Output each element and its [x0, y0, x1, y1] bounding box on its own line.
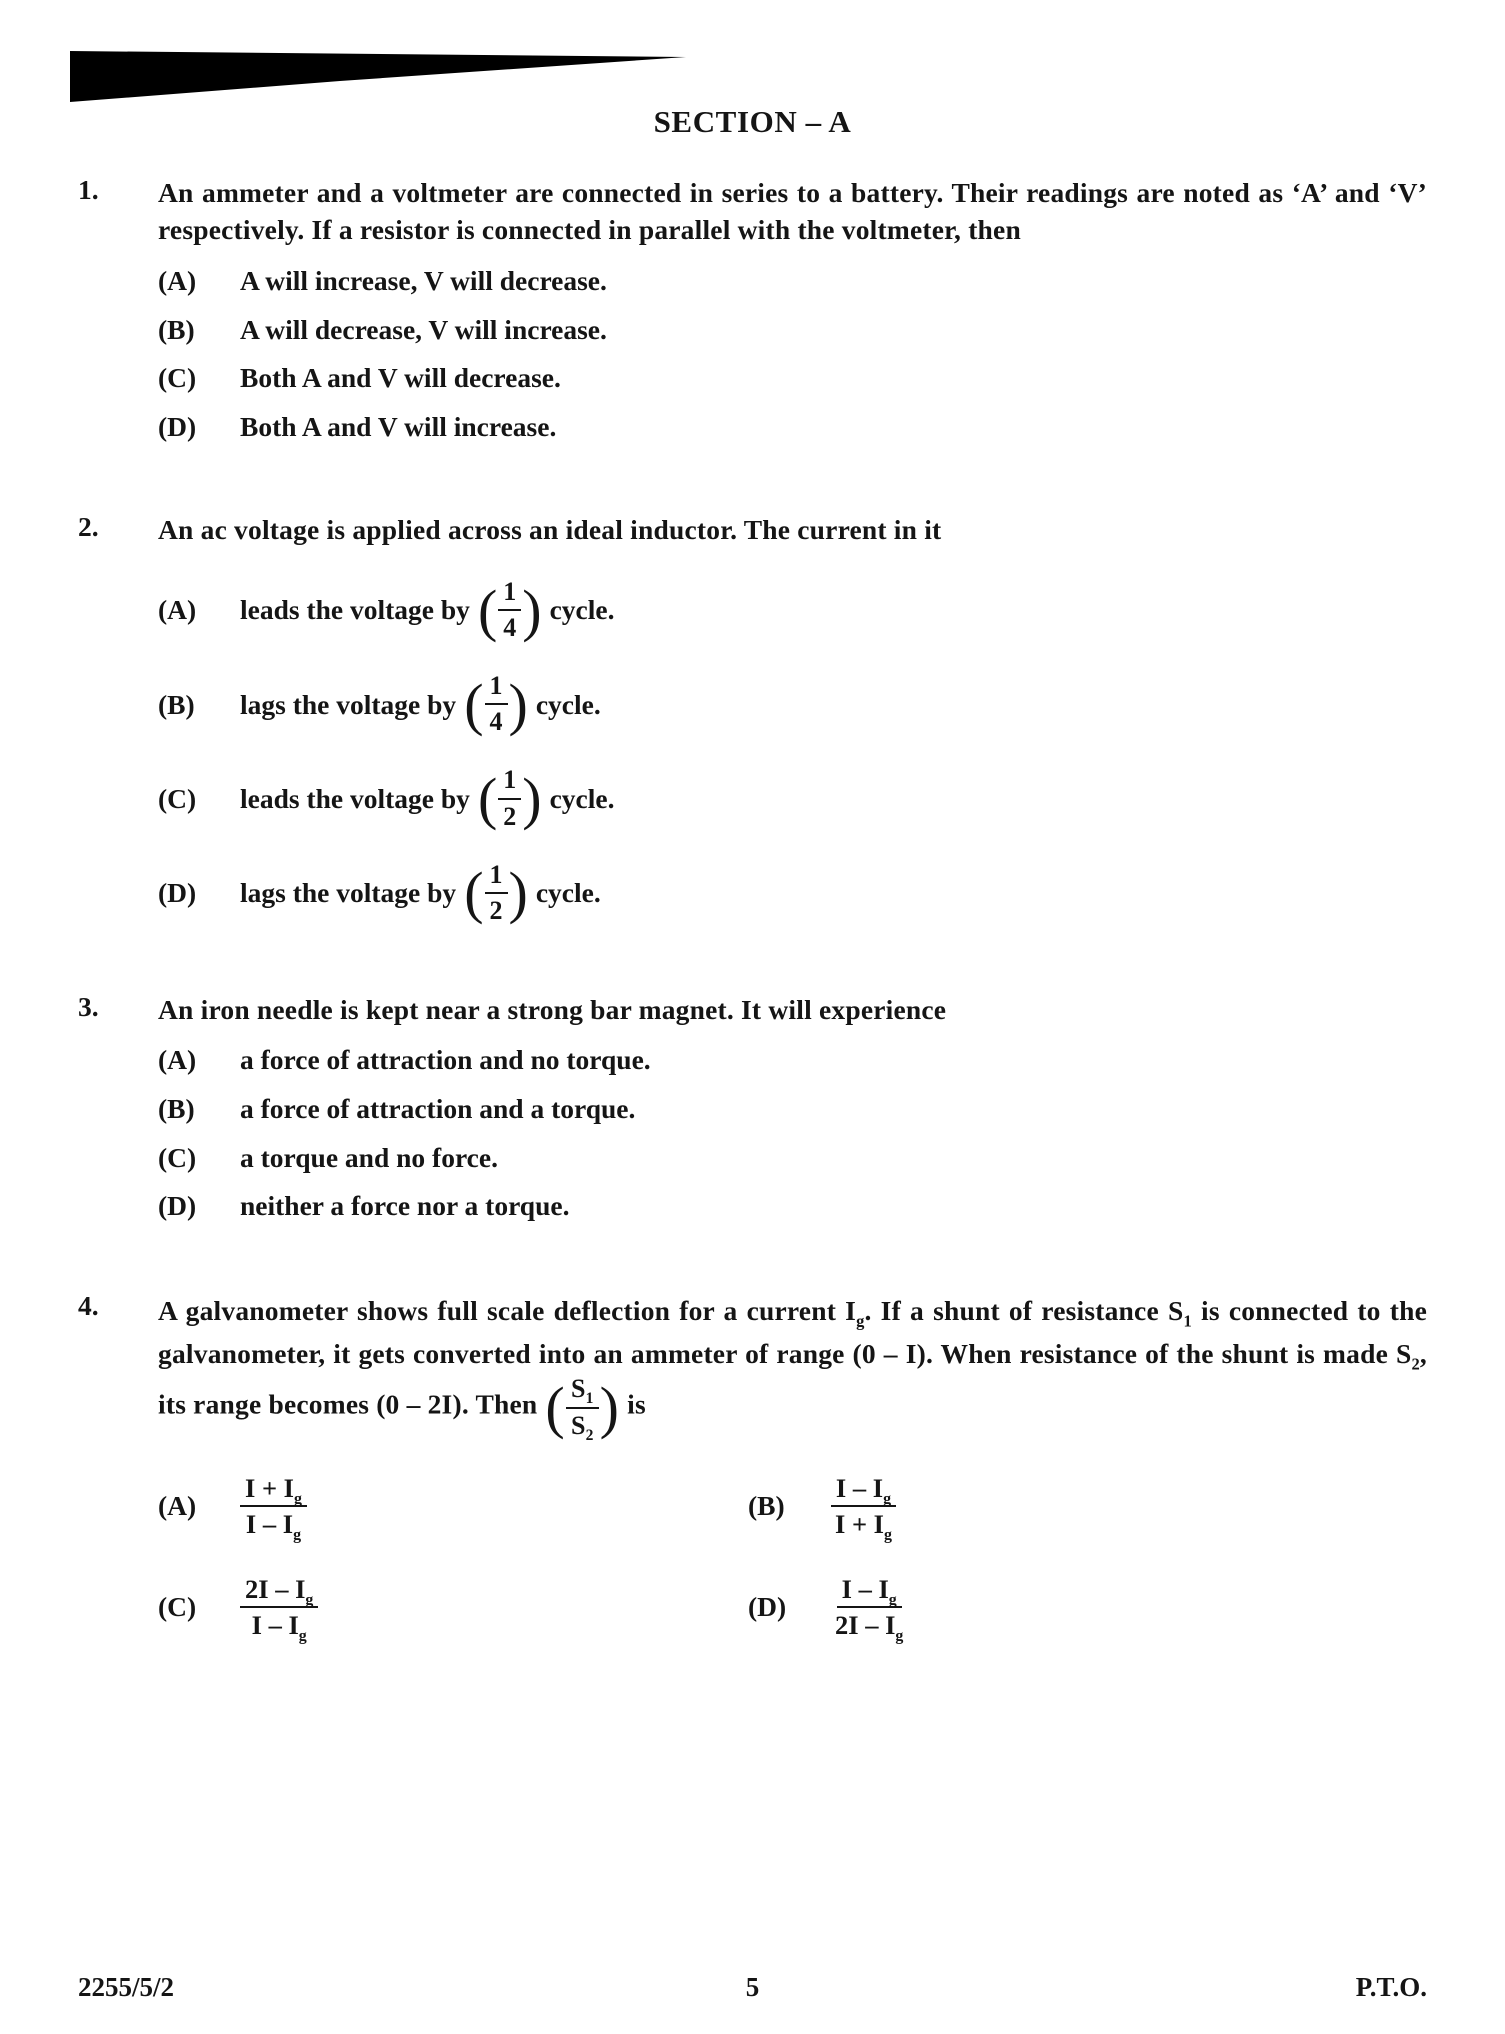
text-part: A galvanometer shows full scale deflection for a current I [158, 1295, 857, 1327]
symbol: I – I [835, 1472, 884, 1503]
subscript: g [888, 1591, 897, 1609]
fraction-numerator: 1 [485, 861, 508, 894]
question-2 [78, 511, 1427, 925]
open-paren: ( [477, 765, 498, 831]
page-footer [78, 1972, 1427, 2008]
fraction-denominator [241, 1507, 306, 1544]
close-paren: ) [508, 860, 528, 926]
question-body [158, 511, 1427, 925]
open-paren: ( [477, 577, 498, 643]
fraction-denominator [830, 1507, 897, 1544]
fraction-denominator: 2 [503, 801, 517, 831]
fraction-denominator [566, 1409, 599, 1444]
page-number: 5 [745, 1972, 760, 2002]
fraction [240, 1573, 318, 1645]
question-number: 4. [78, 1290, 99, 1322]
pto-label: P.T.O. [1355, 1972, 1427, 2002]
options-grid [158, 1472, 1427, 1645]
subscript: 2 [585, 1426, 594, 1444]
fraction-numerator: 1 [498, 766, 521, 799]
close-paren: ) [599, 1374, 620, 1440]
paper-code: 2255/5/2 [78, 1972, 175, 2002]
fraction [240, 1472, 307, 1544]
option-text: a force of attraction and a torque. [240, 1092, 636, 1124]
subscript: g [883, 1526, 892, 1544]
question-body [158, 991, 1427, 1224]
fraction-denominator: 2 [489, 895, 503, 925]
fraction-group [477, 578, 543, 642]
open-paren: ( [464, 860, 484, 926]
symbol: S [570, 1374, 586, 1404]
question-text: An ammeter and a voltmeter are connected in series to a battery. Their readings are noted as ‘A’ and ‘V’ respectively. If a resistor is connected in parallel with the voltmeter, then [158, 177, 1427, 246]
options-list [158, 578, 1427, 925]
subscript: g [895, 1627, 904, 1645]
fraction [830, 1472, 897, 1544]
option-text [240, 578, 614, 642]
subscript: g [856, 1311, 865, 1331]
option-suffix: cycle. [535, 688, 601, 720]
option-c [158, 1573, 748, 1645]
question-text: An ac voltage is applied across an ideal inductor. The current in it [158, 513, 942, 545]
option-label: (A) [158, 1044, 197, 1076]
option-text: neither a force nor a torque. [240, 1190, 570, 1222]
option-label: (A) [158, 1490, 197, 1522]
text-part: is [627, 1388, 646, 1420]
option-text [240, 861, 601, 925]
subscript: g [293, 1489, 302, 1507]
fraction-group [544, 1374, 620, 1444]
option-suffix: cycle. [535, 876, 601, 908]
option-b [158, 1091, 1427, 1127]
option-b [158, 672, 1427, 736]
symbol: I + I [245, 1472, 294, 1503]
fraction-denominator [247, 1608, 312, 1645]
symbol: I + I [835, 1509, 884, 1540]
open-paren: ( [464, 671, 484, 737]
subscript: 1 [585, 1390, 594, 1408]
fraction [485, 672, 508, 736]
symbol: S [570, 1410, 586, 1440]
question-number: 1. [78, 174, 99, 205]
option-text: a force of attraction and no torque. [240, 1044, 651, 1076]
option-c [158, 360, 1427, 396]
option-a [158, 1042, 1427, 1078]
subscript: g [293, 1526, 302, 1544]
option-text [240, 766, 614, 830]
option-label: (B) [158, 688, 195, 720]
close-paren: ) [522, 765, 542, 831]
symbol: I – I [251, 1610, 299, 1641]
subscript: g [883, 1489, 892, 1507]
fraction-numerator: 1 [485, 672, 508, 705]
subscript: 1 [1183, 1311, 1192, 1331]
option-a [158, 578, 1427, 642]
fraction [485, 861, 508, 925]
option-c [158, 1140, 1427, 1176]
fraction [566, 1374, 599, 1444]
option-a [158, 263, 1427, 299]
fraction-group [463, 672, 529, 736]
subscript: g [305, 1591, 314, 1609]
fraction-denominator: 4 [489, 707, 503, 737]
question-body [158, 174, 1427, 445]
option-b [748, 1472, 1427, 1544]
fraction-denominator [830, 1608, 908, 1645]
option-d [158, 861, 1427, 925]
subscript: 2 [1411, 1354, 1420, 1374]
option-prefix: leads the voltage by [240, 594, 470, 626]
option-label: (D) [158, 411, 197, 443]
option-label: (D) [158, 1190, 197, 1222]
fraction-group [477, 766, 543, 830]
option-d [158, 409, 1427, 445]
option-prefix: lags the voltage by [240, 688, 457, 720]
option-d [748, 1573, 1427, 1645]
fraction-numerator [240, 1474, 307, 1508]
option-text: A will increase, V will decrease. [240, 264, 607, 296]
options-list [158, 1042, 1427, 1224]
option-a [158, 1472, 748, 1544]
option-label: (A) [158, 594, 197, 626]
symbol: I – I [245, 1509, 294, 1540]
close-paren: ) [508, 671, 528, 737]
option-label: (B) [748, 1490, 785, 1522]
question-number: 3. [78, 990, 99, 1022]
fraction [498, 766, 521, 830]
section-title: SECTION – A [653, 104, 852, 139]
option-c [158, 766, 1427, 830]
fraction [498, 578, 521, 642]
text-part: , its range becomes (0 – 2I). Then [158, 1337, 1427, 1420]
fraction-numerator [566, 1375, 599, 1408]
option-suffix: cycle. [549, 594, 615, 626]
fraction-numerator: 1 [498, 578, 521, 611]
question-body [158, 1290, 1427, 1645]
symbol: I – I [841, 1573, 889, 1604]
question-4 [78, 1290, 1427, 1645]
option-label: (A) [158, 264, 197, 296]
fraction-numerator [831, 1474, 896, 1508]
text-part: is connected to the galvanometer, it gets converted into an ammeter of range (0 – I). When resistance of the shunt is made S [158, 1295, 1427, 1369]
option-text: a torque and no force. [240, 1141, 498, 1173]
option-d [158, 1188, 1427, 1224]
fraction [830, 1573, 908, 1645]
option-text: Both A and V will decrease. [240, 362, 561, 394]
options-list [158, 263, 1427, 445]
option-label: (B) [158, 1092, 195, 1124]
question-1 [78, 174, 1427, 445]
open-paren: ( [545, 1374, 565, 1440]
option-label: (B) [158, 313, 195, 345]
option-prefix: leads the voltage by [240, 782, 470, 814]
question-3 [78, 991, 1427, 1224]
option-b [158, 312, 1427, 348]
option-label: (C) [158, 362, 197, 394]
option-text: Both A and V will increase. [240, 411, 557, 443]
option-label: (D) [158, 876, 197, 908]
question-text [158, 1290, 1427, 1444]
black-wedge-decoration [70, 48, 690, 106]
subscript: g [298, 1627, 307, 1645]
option-label: (D) [748, 1591, 787, 1623]
option-prefix: lags the voltage by [240, 876, 457, 908]
symbol: 2I – I [245, 1573, 306, 1604]
question-number: 2. [78, 510, 99, 542]
question-text: An iron needle is kept near a strong bar magnet. It will experience [158, 993, 947, 1025]
option-label: (C) [158, 782, 197, 814]
option-suffix: cycle. [549, 782, 615, 814]
fraction-numerator [240, 1575, 318, 1609]
option-text [240, 672, 601, 736]
option-label: (C) [158, 1141, 197, 1173]
text-part: . If a shunt of resistance S [864, 1295, 1184, 1327]
symbol: 2I – I [835, 1610, 896, 1641]
close-paren: ) [522, 577, 542, 643]
option-label: (C) [158, 1591, 197, 1623]
fraction-numerator [837, 1575, 902, 1609]
fraction-group [463, 861, 529, 925]
option-text: A will decrease, V will increase. [240, 313, 607, 345]
fraction-denominator: 4 [503, 613, 517, 643]
